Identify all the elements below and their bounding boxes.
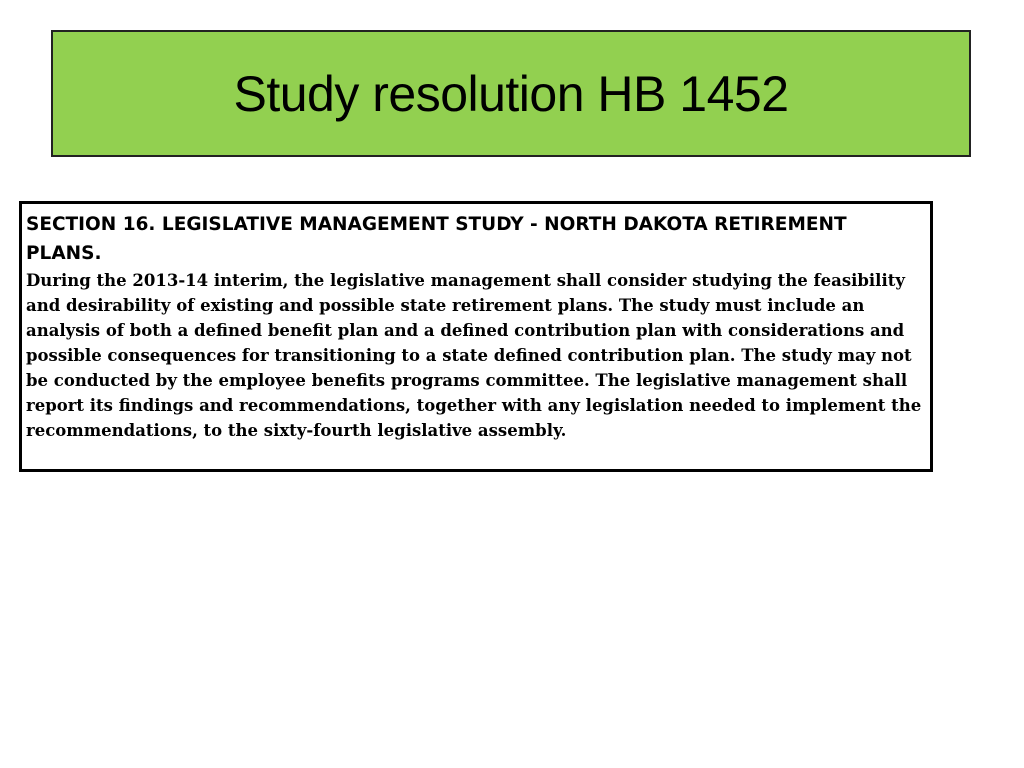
title-banner: [51, 30, 971, 157]
section-body: During the 2013-14 interim, the legislative management shall consider studying the feasibility and desirability of existing and possible state retirement plans. The study must include an analysis of both a defined benefit plan and a defined contribution plan with considerations and possible consequences for transitioning to a state defined contribution plan. The study may not be conducted by the employee benefits programs committee. The legislative management shall report its findings and recommendations, together with any legislation needed to implement the recommendations, to the sixty-fourth legislative assembly.: [26, 271, 922, 440]
section-text-box: [19, 201, 933, 472]
slide-title: Study resolution HB 1452: [233, 65, 789, 122]
section-heading: SECTION 16. LEGISLATIVE MANAGEMENT STUDY - NORTH DAKOTA RETIREMENT PLANS.: [26, 214, 847, 264]
